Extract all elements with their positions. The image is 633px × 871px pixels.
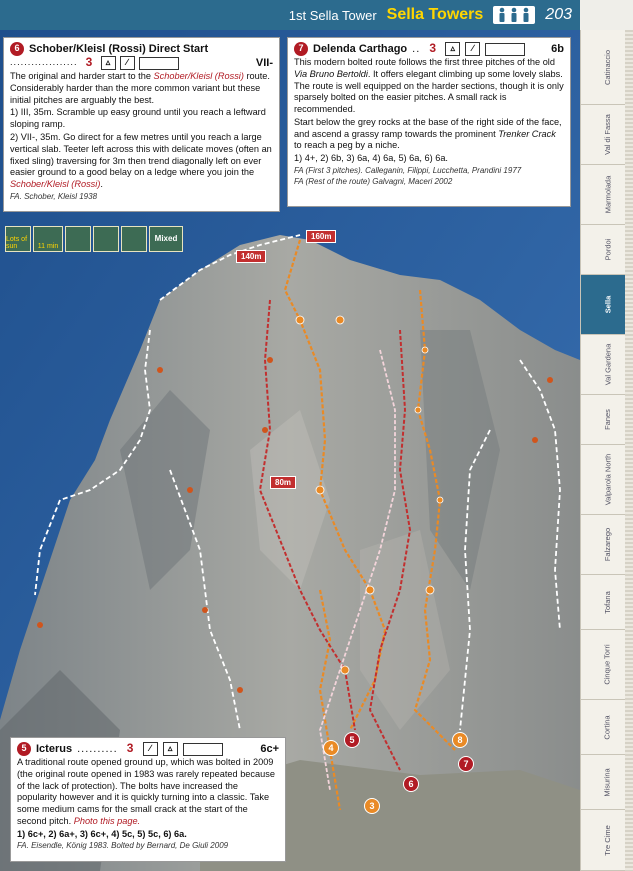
route-6-number: 6 (10, 42, 24, 56)
tab-cortina[interactable]: Cortina (581, 700, 633, 755)
header-title: Sella Towers (386, 6, 484, 23)
tab-fanes[interactable]: Fanes (581, 395, 633, 445)
route-marker-7: 7 (458, 756, 474, 772)
route-5-name: Icterus (36, 743, 73, 755)
page-number: 203 (545, 6, 572, 23)
mixed-icon: Mixed (149, 226, 183, 252)
climber-icon: ▵ (445, 42, 460, 56)
people-icon (493, 6, 535, 24)
tab-misurina[interactable]: Misurina (581, 755, 633, 810)
tab-val-gardena[interactable]: Val Gardena (581, 335, 633, 395)
route-5-number: 5 (17, 742, 31, 756)
route-6-name: Schober/Kleisl (Rossi) Direct Start (29, 43, 209, 55)
route-5-photo-note: Photo this page. (73, 815, 141, 826)
route-7-start-link[interactable]: Trenker Crack (498, 128, 556, 139)
route-7-link[interactable]: Via Bruno Bertoldi (294, 68, 368, 79)
route-5-grade: 6c+ (260, 743, 279, 755)
header-subtitle: 1st Sella Tower (288, 7, 377, 23)
route-7-tick-box[interactable] (485, 43, 525, 56)
route-7-name: Delenda Carthago (313, 43, 408, 55)
sun-icon: Lots of sun (5, 226, 31, 252)
tab-tre-cime[interactable]: Tre Cime (581, 810, 633, 871)
tab-valparola-north[interactable]: Valparola North (581, 445, 633, 515)
route-6-stars: 3 (85, 55, 93, 70)
rope-icon (93, 226, 119, 252)
tab-catinaccio[interactable]: Catinaccio (581, 30, 633, 105)
route-5-fa: FA. Eisendle, König 1983. Bolted by Bernard, De Giuli 2009 (17, 841, 229, 851)
route-marker-4: 4 (323, 740, 339, 756)
info-icon-strip (5, 226, 183, 252)
gear-icon: ∕ (465, 42, 480, 56)
approach-icon: 11 min (33, 226, 63, 252)
route-7-number: 7 (294, 42, 308, 56)
height-label-80: 80m (270, 476, 296, 489)
gear-icon: ∕ (120, 56, 135, 70)
route-6-fa: FA. Schober, Kleisl 1938 (10, 191, 98, 201)
climber-icon: ▵ (163, 742, 178, 756)
route-5-pitches: 1) 6c+, 2) 6a+, 3) 6c+, 4) 5c, 5) 5c, 6) 6a. (17, 828, 187, 839)
tab-pordoi[interactable]: Pordoi (581, 225, 633, 275)
height-label-140: 140m (236, 250, 266, 263)
route-6-pitch-2-link[interactable]: Schober/Kleisl (Rossi) (10, 179, 101, 190)
side-tab-index (580, 30, 633, 871)
route-7-pitches: 1) 4+, 2) 6b, 3) 6a, 4) 6a, 5) 6a, 6) 6a. (294, 153, 448, 164)
tab-cinque-torri[interactable]: Cinque Torri (581, 630, 633, 700)
route-marker-8: 8 (452, 732, 468, 748)
route-6-pitch-1: 1) III, 35m. Scramble up easy ground until you reach a leftward sloping ramp. (10, 107, 266, 130)
route-7-box: 7 Delenda Carthago .. 3 ▵ ∕ 6b This modern bolted route follows the first three pitches of the old Via Bruno Bertoldi. It offers elegant climbing up some lovely slabs. The route is well equipped on the harder sections, though it is only sparsely bolted on the easier pitches. A small rack is recommended. Start below the grey rocks at the base of the right side of the face, and ascend a grassy ramp towards the prominent Trenker Crack to reach a peg by a niche. 1) 4+, 2) 6b, 3) 6a, 4) 6a, 5) 6a, 6) 6a. FA (First 3 pitches). Calleganin, Filippi, Lucchetta, Prandini 1977 FA (Rest of the route) Galvagni, Maceri 2002 (287, 37, 571, 207)
route-6-grade: VII- (255, 57, 273, 70)
route-6-dots: ................... (10, 57, 78, 68)
route-5-description: A traditional route opened ground up, which was bolted in 2009 (the original route opened in 1983 was rarely repeated because of the lack of protection). The bolts have increased the popularity however and it is quickly turning into a classic. Take some medium cams for the small crack at the start of the second pitch. (17, 757, 275, 826)
route-marker-3: 3 (364, 798, 380, 814)
route-7-grade: 6b (551, 43, 564, 55)
route-5-box (10, 737, 286, 862)
height-label-160: 160m (306, 230, 336, 243)
tab-val-di-fassa[interactable]: Val di Fassa (581, 105, 633, 165)
climber-icon: ▵ (101, 56, 116, 70)
route-6-tick-box[interactable] (139, 57, 179, 70)
page-edge (625, 30, 633, 871)
route-5-tick-box[interactable] (183, 743, 223, 756)
page-header (0, 0, 580, 30)
tab-marmolada[interactable]: Marmolada (581, 165, 633, 225)
route-6-box: 6 Schober/Kleisl (Rossi) Direct Start ................... 3 ▵ ∕ VII- The original and harder start to the Schober/Kleisl (Rossi) route. Considerably harder than the more common variant but these initial pitches are arguably the best. 1) III, 35m. Scramble up easy ground until you reach a leftward sloping ramp. 2) VII-, 35m. Go direct for a few metres until you reach a large vertical slab. Teeter left across this with delicate moves (often an fixed sling) traversing for 3m then trend diagonally left on ever easier ground to a good belay on a ledge where you join the Schober/Kleisl (Rossi). FA. Schober, Kleisl 1938 (3, 37, 280, 212)
rock-icon (65, 226, 91, 252)
route-7-fa-2: FA (Rest of the route) Galvagni, Maceri 2002 (294, 177, 453, 187)
route-5-stars: 3 (126, 741, 134, 756)
route-5-dots: .......... (77, 743, 118, 755)
route-6-link[interactable]: Schober/Kleisl (Rossi) (153, 71, 244, 82)
route-marker-5: 5 (344, 732, 360, 748)
tab-falzarego[interactable]: Falzarego (581, 515, 633, 575)
helmet-icon (121, 226, 147, 252)
tab-sella[interactable]: Sella (581, 275, 633, 335)
gear-icon: ∕ (143, 742, 158, 756)
tab-tofana[interactable]: Tofana (581, 575, 633, 630)
route-marker-6: 6 (403, 776, 419, 792)
route-7-fa-1: FA (First 3 pitches). Calleganin, Filippi, Lucchetta, Prandini 1977 (294, 165, 522, 175)
route-7-dots: .. (412, 43, 421, 55)
route-7-stars: 3 (429, 41, 437, 56)
